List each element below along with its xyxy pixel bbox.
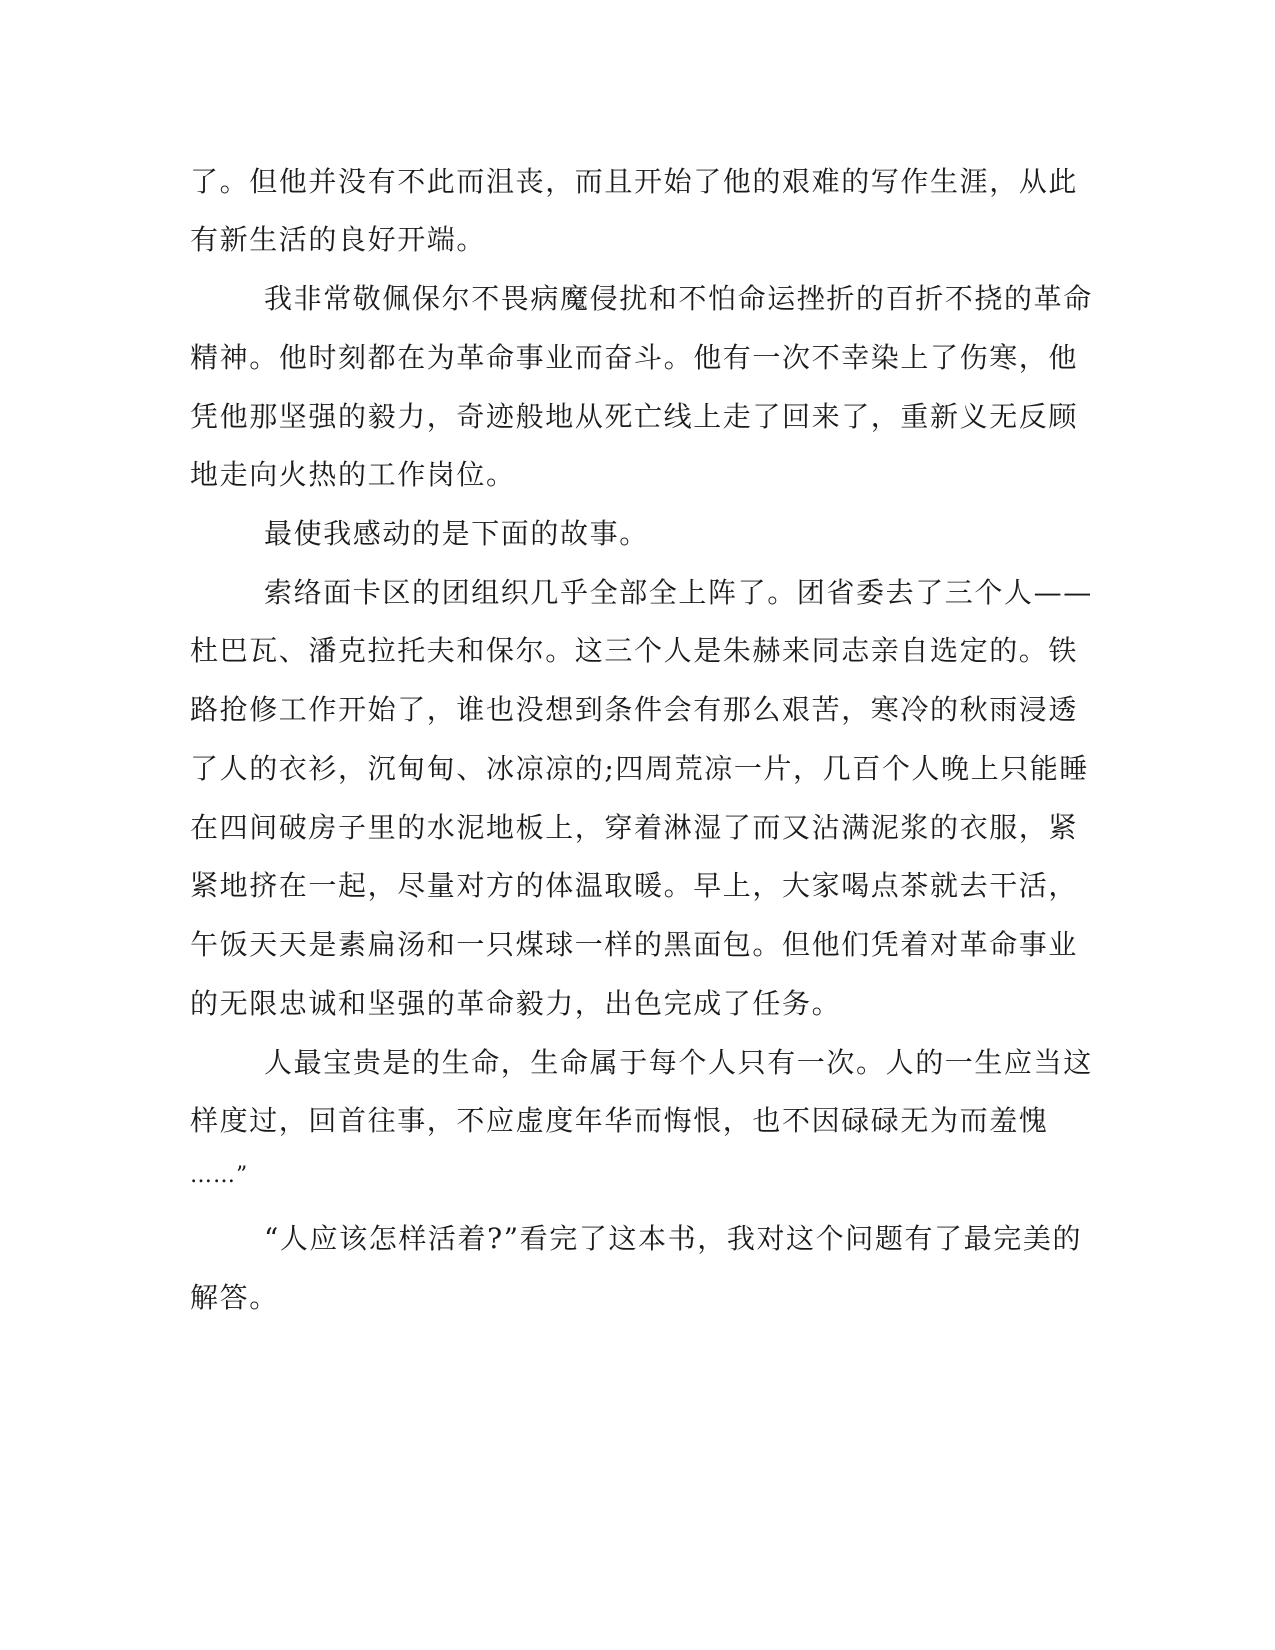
text-line: 精神。他时刻都在为革命事业而奋斗。他有一次不幸染上了伤寒，他 bbox=[190, 341, 1079, 374]
text-line: 的无限忠诚和坚强的革命毅力，出色完成了任务。 bbox=[190, 987, 842, 1020]
text-line: 样度过，回首往事，不应虚度年华而悔恨，也不因碌碌无为而羞愧 bbox=[190, 1104, 1049, 1137]
text-line: 有新生活的良好开端。 bbox=[190, 223, 487, 256]
text-line: 地走向火热的工作岗位。 bbox=[190, 458, 516, 491]
text-line: 紧地挤在一起，尽量对方的体温取暖。早上，大家喝点茶就去干活， bbox=[190, 869, 1079, 902]
paragraph-first-line: 最使我感动的是下面的故事。 bbox=[264, 517, 649, 550]
text-line: 了。但他并没有不此而沮丧，而且开始了他的艰难的写作生涯，从此 bbox=[190, 165, 1079, 198]
text-line: 杜巴瓦、潘克拉托夫和保尔。这三个人是朱赫来同志亲自选定的。铁 bbox=[190, 634, 1079, 667]
paragraph-first-line: 我非常敬佩保尔不畏病魔侵扰和不怕命运挫折的百折不挠的革命 bbox=[264, 282, 1093, 315]
text-line: 路抢修工作开始了，谁也没想到条件会有那么艰苦，寒冷的秋雨浸透 bbox=[190, 693, 1079, 726]
text-line: 午饭天天是素扁汤和一只煤球一样的黑面包。但他们凭着对革命事业 bbox=[190, 928, 1079, 961]
text-line: 了人的衣衫，沉甸甸、冰凉凉的;四周荒凉一片，几百个人晚上只能睡 bbox=[190, 752, 1090, 785]
paragraph-first-line: “人应该怎样活着?”看完了这本书，我对这个问题有了最完美的 bbox=[264, 1222, 1083, 1255]
paragraph-first-line: 索络面卡区的团组织几乎全部全上阵了。团省委去了三个人—— bbox=[264, 576, 1093, 609]
text-line: 凭他那坚强的毅力，奇迹般地从死亡线上走了回来了，重新义无反顾 bbox=[190, 400, 1079, 433]
text-line: 在四间破房子里的水泥地板上，穿着淋湿了而又沾满泥浆的衣服，紧 bbox=[190, 811, 1079, 844]
text-line-ellipsis: ……” bbox=[190, 1163, 249, 1188]
text-line: 解答。 bbox=[190, 1281, 279, 1314]
paragraph-first-line: 人最宝贵是的生命，生命属于每个人只有一次。人的一生应当这 bbox=[264, 1046, 1093, 1079]
